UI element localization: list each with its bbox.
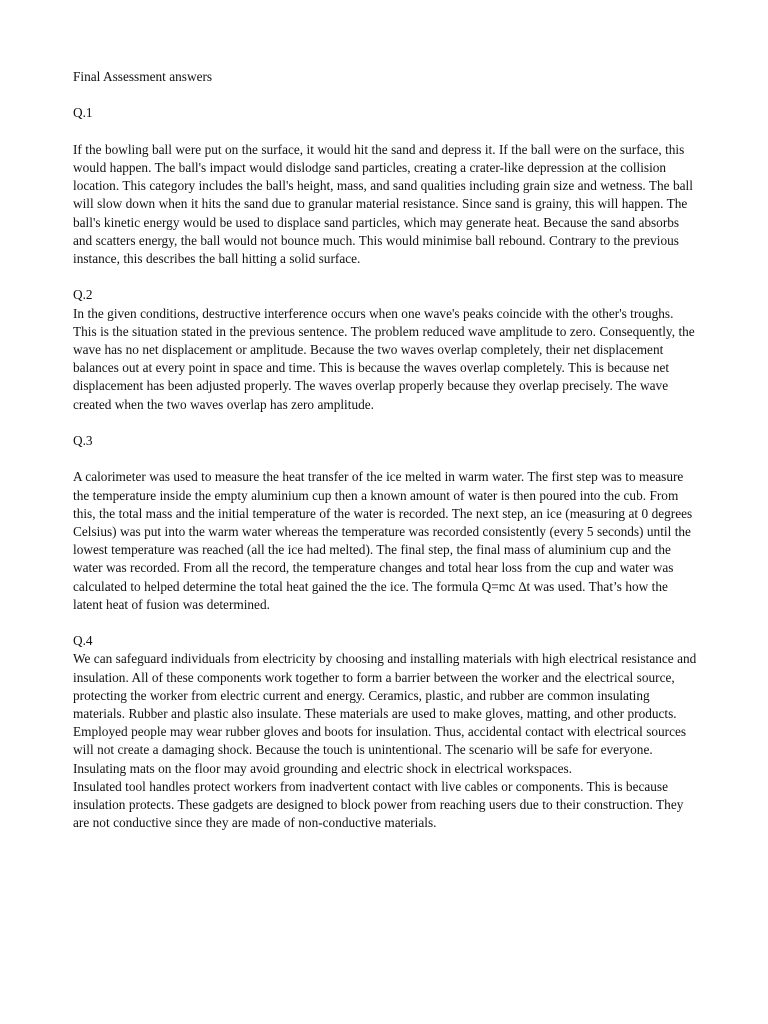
spacer bbox=[73, 450, 698, 468]
answer-paragraph-4a: We can safeguard individuals from electricity by choosing and installing materials with high electrical resistance and insulation. All of these components work together to form a barrier between the worker and the electrical source, protecting the worker from electric current and energy. Ceramics, plastic, and rubber are common insulating materials. Rubber and plastic also insulate. These materials are used to make gloves, matting, and other products. bbox=[73, 651, 697, 722]
spacer bbox=[73, 86, 698, 104]
answer-paragraph-3: A calorimeter was used to measure the heat transfer of the ice melted in warm water. The first step was to measure the temperature inside the empty aluminium cup then a known amount of water is then poured into the cub. From this, the total mass and the initial temperature of the water is recorded. The next step, an ice (measuring at 0 degrees Celsius) was put into the warm water whereas the temperature was recorded consistently (every 5 seconds) until the lowest temperature was reached (all the ice had melted). The final step, the final mass of aluminium cup and the water was recorded. From all the record, the temperature changes and total hear loss from the cup and water was calculated to helped determine the total heat gained the the ice. The formula Q=mc ∆t was used. That’s how the latent heat of fusion was determined. bbox=[73, 469, 693, 612]
answer-paragraph-4c: Insulated tool handles protect workers from inadvertent contact with live cables or components. This is because insulation protects. These gadgets are designed to block power from reaching users due to their construction. They are not conductive since they are made of non-conductive materials. bbox=[73, 778, 684, 831]
spacer bbox=[73, 414, 698, 432]
answer-paragraph-2: In the given conditions, destructive interference occurs when one wave's peaks coincide with the other's troughs. This is the situation stated in the previous sentence. The problem reduced wave amplitude to zero. Consequently, the wave has no net displacement or amplitude. Because the two waves overlap completely, their net displacement balances out at every point in space and time. This is because the waves overlap completely. This is because net displacement has been adjusted properly. The waves overlap properly because they overlap precisely. The wave created when the two waves overlap has zero amplitude. bbox=[73, 305, 695, 412]
answer-paragraph-1: If the bowling ball were put on the surface, it would hit the sand and depress it. If the ball were on the surface, this would happen. The ball's impact would dislodge sand particles, creating a crater-like depression at the collision location. This category includes the ball's height, mass, and sand qualities including grain size and wetness. The ball will slow down when it hits the sand due to granular material resistance. Since sand is grainy, this will happen. The ball's kinetic energy would be used to displace sand particles, which may generate heat. Because the sand absorbs and scatters energy, the ball would not bounce much. This would minimise ball rebound. Contrary to the previous instance, this describes the ball hitting a solid surface. bbox=[73, 141, 693, 266]
question-heading-1: Q.1 bbox=[73, 105, 93, 121]
spacer bbox=[73, 268, 698, 286]
spacer bbox=[73, 614, 698, 632]
question-heading-2: Q.2 bbox=[73, 287, 93, 303]
question-heading-4: Q.4 bbox=[73, 633, 93, 649]
document-page bbox=[73, 68, 698, 832]
answer-paragraph-4b: Employed people may wear rubber gloves and boots for insulation. Thus, accidental contact with electrical sources will not create a damaging shock. Because the touch is unintentional. The scenario will be safe for everyone. Insulating mats on the floor may avoid grounding and electric shock in electrical workspaces. bbox=[73, 724, 687, 776]
spacer bbox=[73, 123, 698, 141]
document-title: Final Assessment answers bbox=[73, 69, 213, 84]
question-heading-3: Q.3 bbox=[73, 433, 93, 448]
